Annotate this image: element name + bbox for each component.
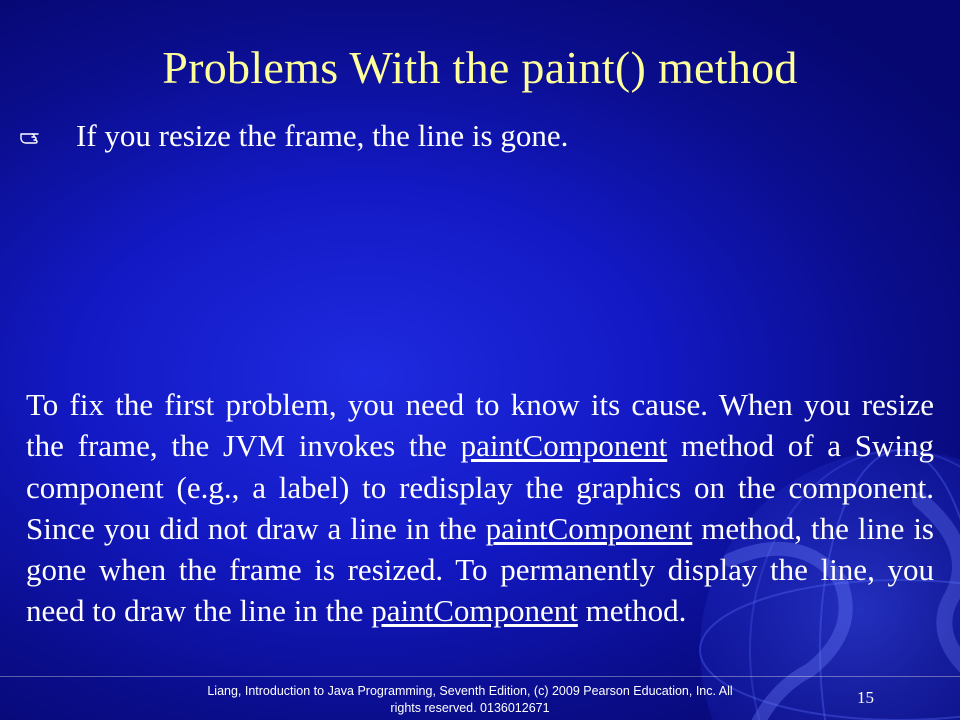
body-text-1: To fix the first problem, you need to know its cause. When you resize the frame, the JVM invokes the <box>26 387 934 464</box>
paintcomponent-link-3: paintComponent <box>371 593 578 629</box>
body-text-2: method of a Swing component (e.g., a label) to redisplay the graphics on the component. Since you did not draw a line in the <box>26 428 934 546</box>
footer-citation <box>170 683 770 717</box>
body-text-3: method, the line is gone when the frame is resized. To permanently display the line, you need to draw the line in the <box>26 510 934 629</box>
page-number: 15 <box>857 688 874 707</box>
body-paragraph <box>26 384 934 632</box>
paintcomponent-link-2: paintComponent <box>485 510 693 546</box>
body-text-4: method. <box>577 593 687 629</box>
paintcomponent-link-1: paintComponent <box>460 428 668 464</box>
slide-title: Problems With the paint() method <box>162 42 798 93</box>
pointing-hand-icon <box>20 127 40 145</box>
bullet-text: If you resize the frame, the line is gone. <box>76 118 569 153</box>
footer-line-2: rights reserved. 0136012671 <box>390 701 550 715</box>
footer-line-1: Liang, Introduction to Java Programming, Seventh Edition, (c) 2009 Pearson Education, Inc. All <box>207 684 733 698</box>
